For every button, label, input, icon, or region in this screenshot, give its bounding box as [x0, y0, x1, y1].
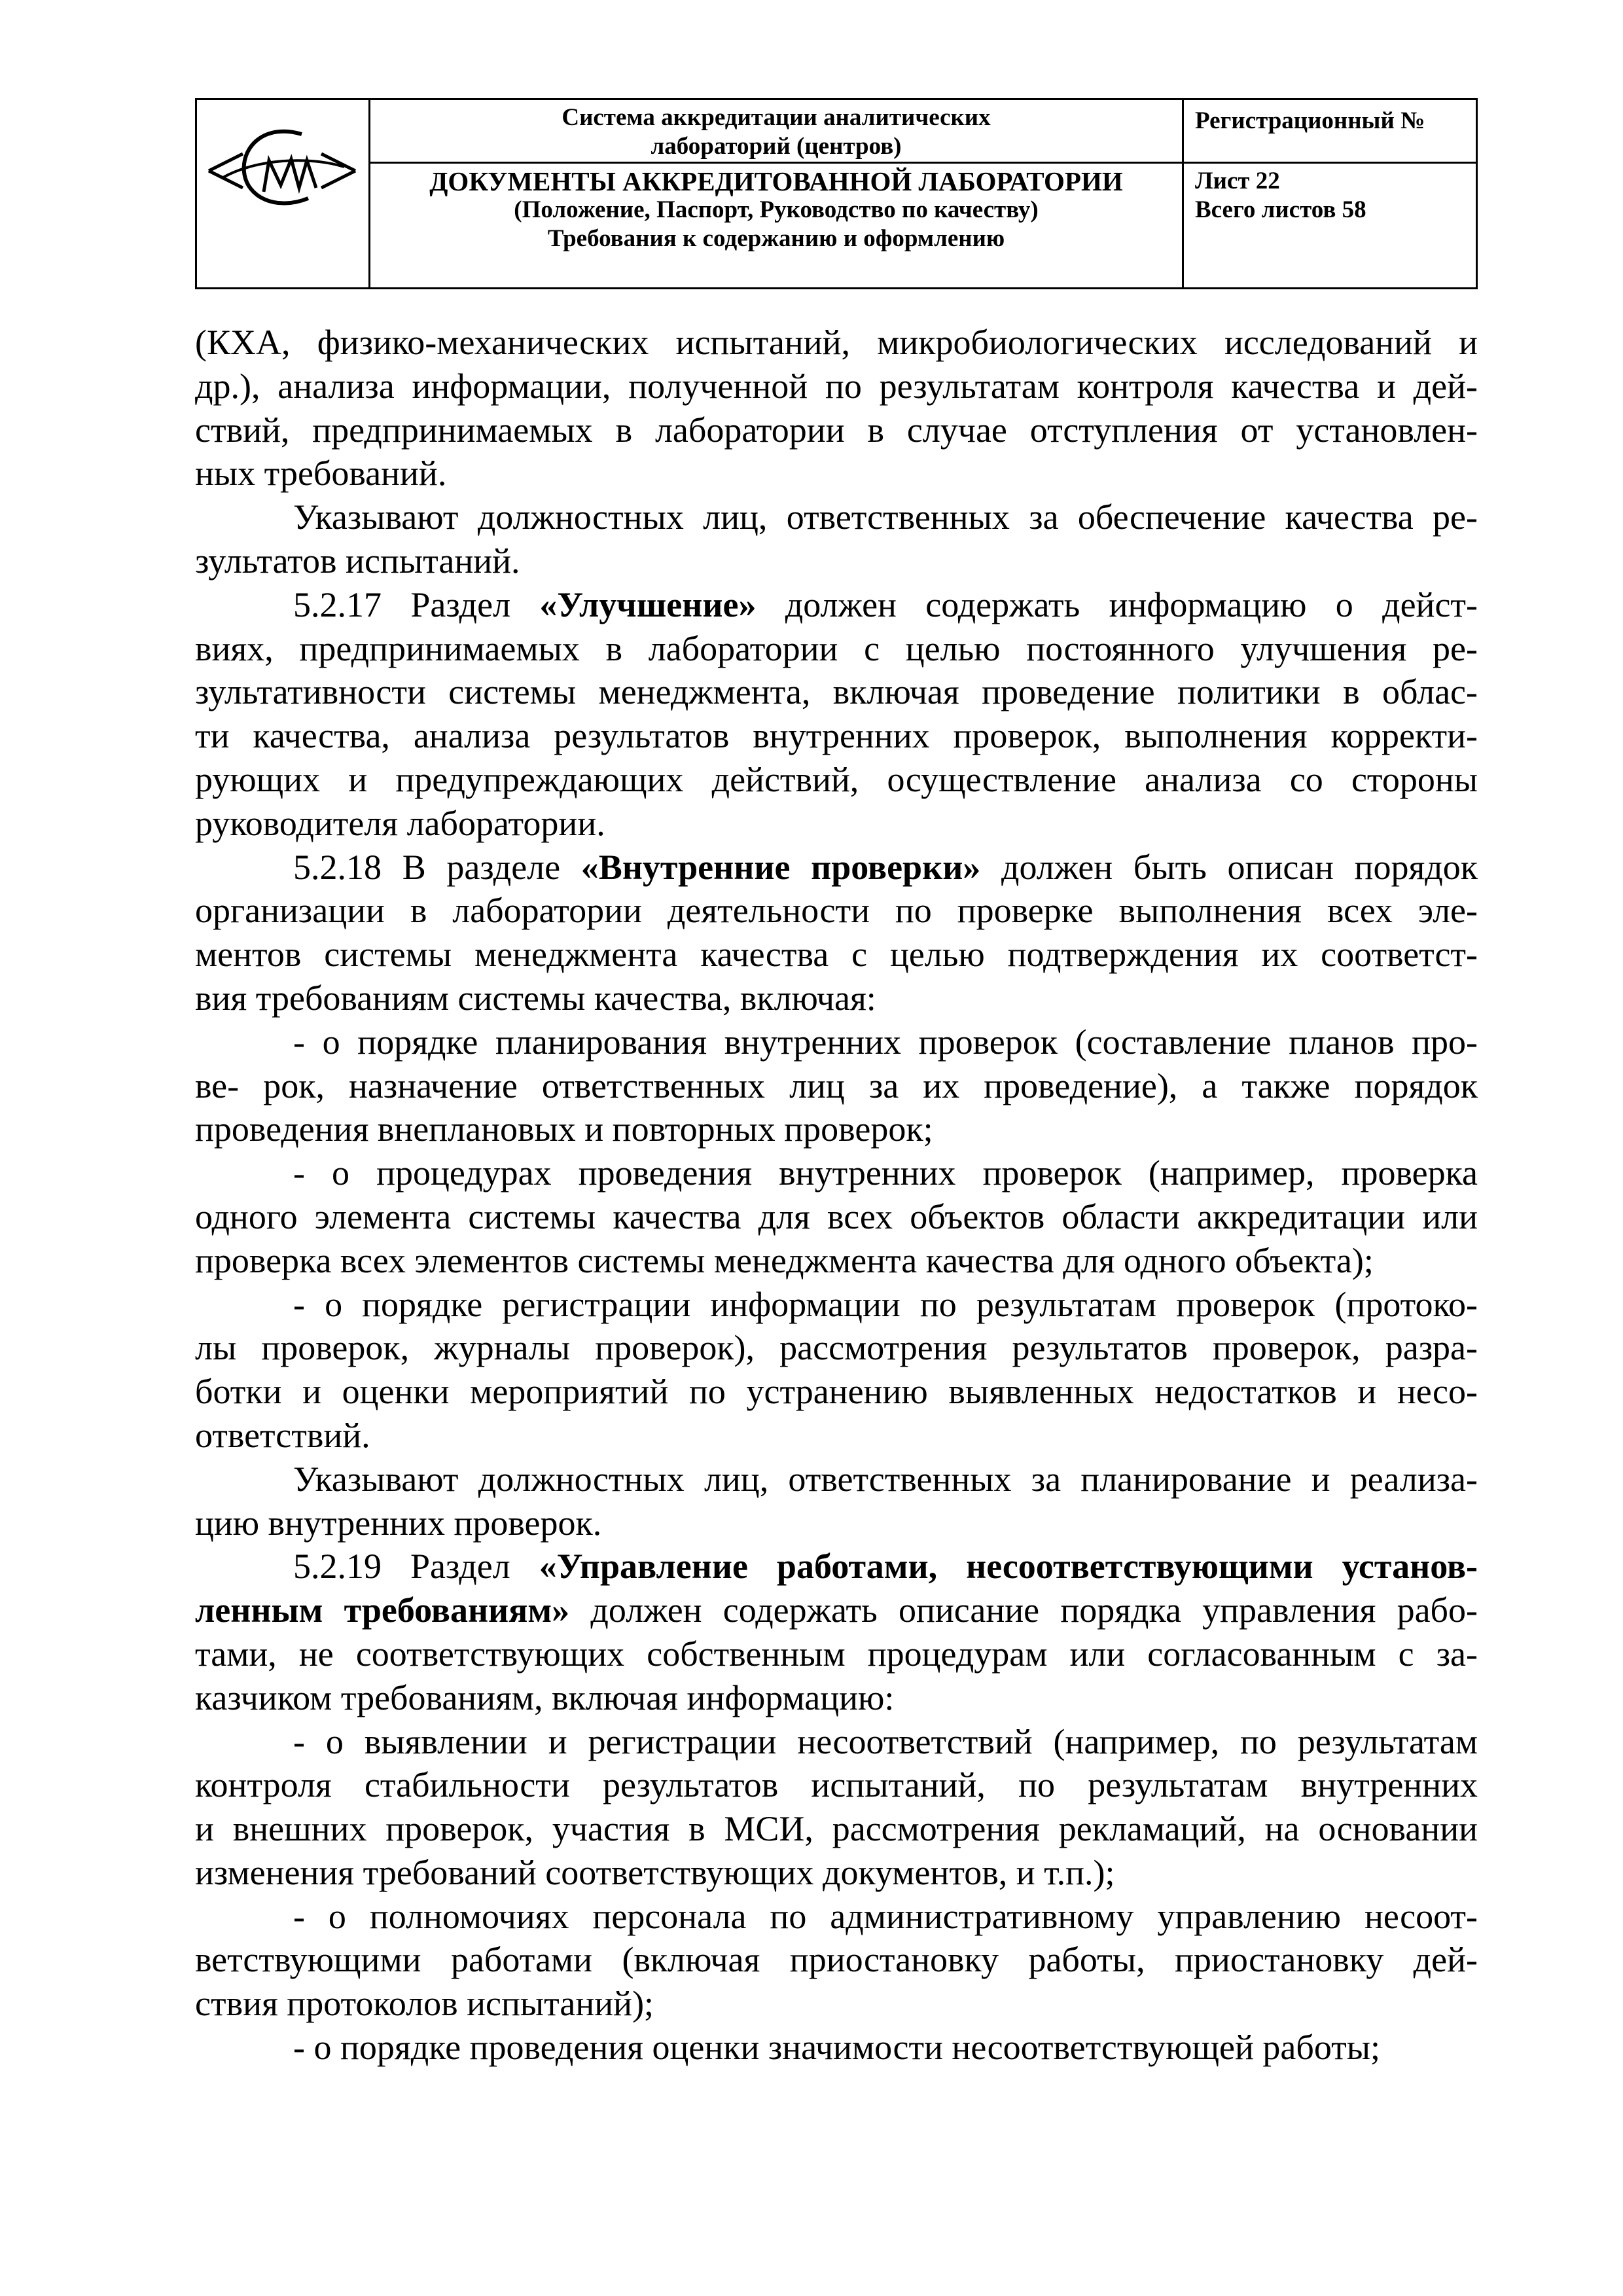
text-line: - о процедурах проведения внутренних проверок (например, проверка	[293, 1153, 1478, 1193]
text-line: ботки и оценки мероприятий по устранению выявленных недостатков и несо-	[195, 1372, 1478, 1412]
text-line: изменения требований соответствующих документов, и т.п.);	[195, 1852, 1115, 1892]
text-line: ответствий.	[195, 1415, 370, 1455]
section-title: «Управление работами, несоответствующими установ-	[539, 1547, 1478, 1587]
section-5-2-18-heading-line	[195, 846, 1478, 889]
section-5-2-19-heading-line	[195, 1545, 1478, 1588]
text-line: казчиком требованиям, включая информацию:	[195, 1677, 895, 1717]
text-fragment: должен быть описан порядок	[980, 847, 1478, 887]
header-divider	[1182, 100, 1184, 287]
organization-logo-icon	[204, 120, 361, 218]
text-line: ных требований.	[195, 454, 447, 493]
total-sheets: Всего листов 58	[1195, 196, 1366, 223]
text-line: тами, не соответствующих собственным процедурам или согласованным с за-	[195, 1634, 1478, 1674]
section-title: «Внутренние проверки»	[580, 847, 981, 887]
section-title: ленным требованиям»	[195, 1590, 570, 1630]
text-line: зультативности системы менеджмента, включая проведение политики в облас-	[195, 672, 1478, 712]
registration-number-label: Регистрационный №	[1195, 107, 1425, 134]
document-header-table	[195, 98, 1478, 289]
text-line: Указывают должностных лиц, ответственных за обеспечение качества ре-	[293, 497, 1478, 537]
section-number: 5.2.18 В разделе	[293, 847, 581, 887]
text-line: - о выявлении и регистрации несоответствий (например, по результатам	[293, 1721, 1478, 1761]
text-fragment: должен содержать информацию о дейст-	[756, 584, 1478, 624]
text-line: ветствующими работами (включая приостановку работы, приостановку дей-	[195, 1940, 1478, 1980]
text-line: виях, предпринимаемых в лаборатории с целью постоянного улучшения ре-	[195, 628, 1478, 668]
text-line: проведения внеплановых и повторных проверок;	[195, 1109, 933, 1149]
text-fragment: должен содержать описание порядка управления рабо-	[569, 1590, 1478, 1630]
text-line: ти качества, анализа результатов внутренних проверок, выполнения корректи-	[195, 716, 1478, 756]
text-line: лы проверок, журналы проверок), рассмотрения результатов проверок, разра-	[195, 1328, 1478, 1368]
text-line: - о полномочиях персонала по административному управлению несоот-	[293, 1896, 1478, 1936]
text-line: Указывают должностных лиц, ответственных за планирование и реализа-	[293, 1459, 1478, 1499]
section-number: 5.2.17 Раздел	[293, 584, 540, 624]
text-line	[195, 1588, 1478, 1632]
text-line: рующих и предупреждающих действий, осуществление анализа со стороны	[195, 759, 1478, 799]
text-line: ствий, предпринимаемых в лаборатории в случае отступления от установлен-	[195, 410, 1478, 450]
text-line: др.), анализа информации, полученной по результатам контроля качества и дей-	[195, 366, 1478, 406]
text-line: - о порядке проведения оценки значимости несоответствующей работы;	[293, 2028, 1381, 2068]
section-5-2-17-heading-line	[195, 583, 1478, 627]
text-line: руководителя лаборатории.	[195, 803, 605, 843]
document-subtitle: (Положение, Паспорт, Руководство по качеству)	[514, 196, 1039, 223]
text-line: вия требованиям системы качества, включая:	[195, 978, 876, 1018]
text-line: ствия протоколов испытаний);	[195, 1984, 654, 2024]
document-requirements: Требования к содержанию и оформлению	[547, 225, 1005, 252]
sheet-info	[1195, 167, 1366, 224]
document-body	[195, 321, 1478, 2070]
text-line: - о порядке планирования внутренних проверок (составление планов про-	[293, 1022, 1478, 1062]
system-title-line: лабораторий (центров)	[651, 133, 902, 160]
text-line: (КХА, физико-механических испытаний, микробиологических исследований и	[195, 323, 1478, 362]
text-line: зультатов испытаний.	[195, 541, 520, 581]
document-title-block	[370, 167, 1182, 253]
text-line: цию внутренних проверок.	[195, 1503, 602, 1543]
text-line: контроля стабильности результатов испытаний, по результатам внутренних	[195, 1765, 1478, 1805]
text-line: ве- рок, назначение ответственных лиц за их проведение), а также порядок	[195, 1066, 1478, 1105]
system-title-line: Система аккредитации аналитических	[562, 104, 991, 131]
sheet-number: Лист 22	[1195, 168, 1280, 194]
section-number: 5.2.19 Раздел	[293, 1547, 539, 1587]
text-line: - о порядке регистрации информации по результатам проверок (протоко-	[293, 1284, 1478, 1324]
text-line: одного элемента системы качества для всех объектов области аккредитации или	[195, 1196, 1478, 1236]
accreditation-system-title	[370, 103, 1182, 161]
text-line: организации в лаборатории деятельности по проверке выполнения всех эле-	[195, 891, 1478, 931]
text-line: проверка всех элементов системы менеджмента качества для одного объекта);	[195, 1240, 1374, 1280]
section-title: «Улучшение»	[539, 584, 757, 624]
text-line: и внешних проверок, участия в МСИ, рассмотрения рекламаций, на основании	[195, 1809, 1478, 1849]
text-line: ментов системы менеджмента качества с целью подтверждения их соответст-	[195, 935, 1478, 975]
header-divider	[368, 162, 1476, 164]
document-title: ДОКУМЕНТЫ АККРЕДИТОВАННОЙ ЛАБОРАТОРИИ	[429, 166, 1123, 196]
